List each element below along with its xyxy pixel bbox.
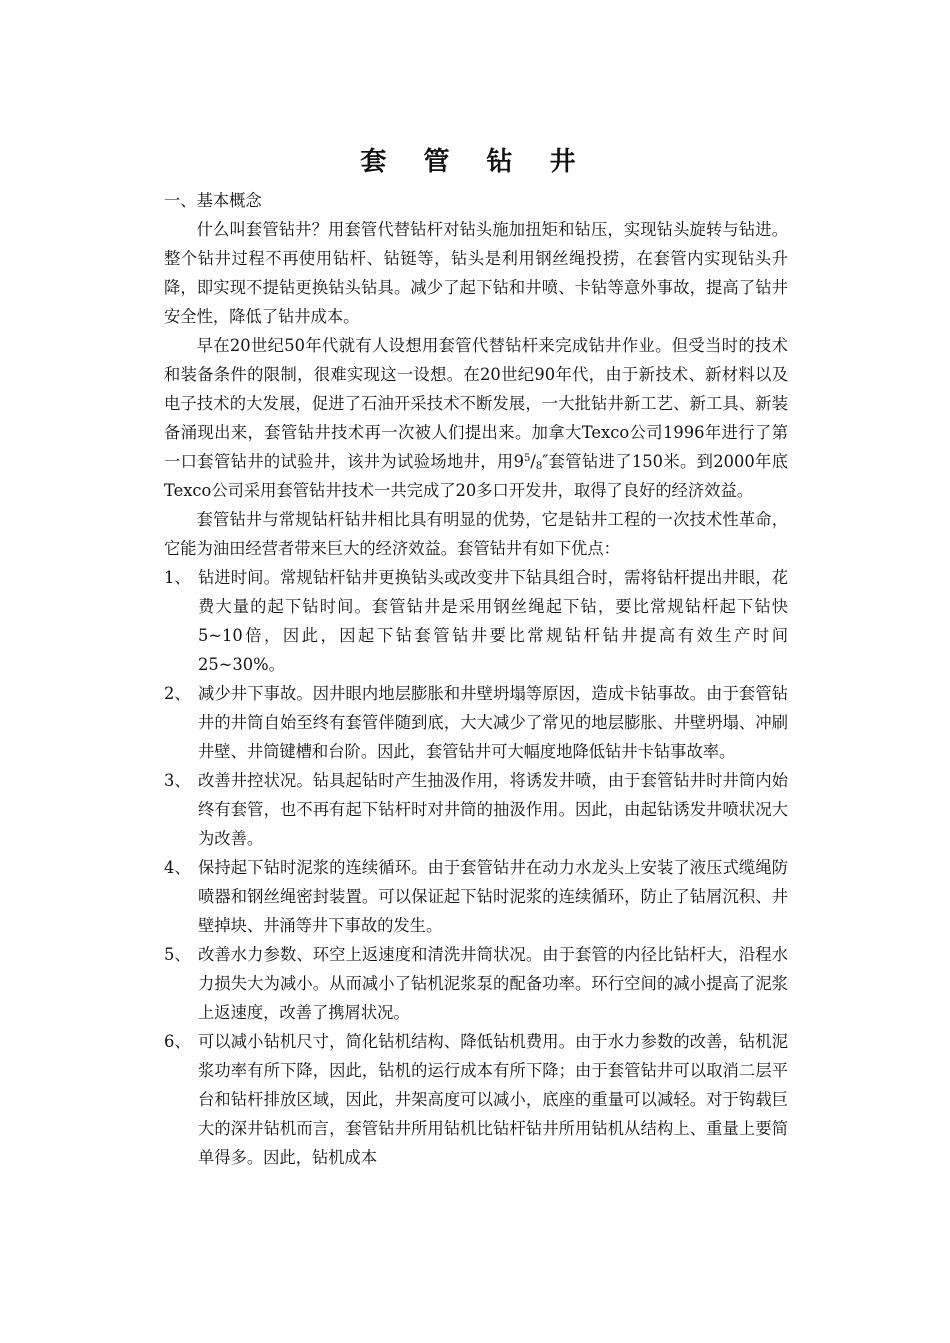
- list-item-text: 改善水力参数、环空上返速度和清洗井筒状况。由于套管的内径比钻杆大，沿程水力损失大为减小。从而减小了钻机泥浆泵的配备功率。环行空间的减小提高了泥浆上返速度，改善了携屑状况。: [198, 945, 788, 1022]
- list-item-text: 改善井控状况。钻具起钻时产生抽汲作用，将诱发井喷，由于套管钻井时井筒内始终有套管，也不再有起下钻杆时对井筒的抽汲作用。因此，由起钻诱发井喷状况大为改善。: [198, 771, 788, 848]
- section-heading: 一、基本概念: [164, 191, 262, 210]
- list-item-number: 5、: [164, 945, 191, 964]
- document-title: 套 管 钻 井: [360, 147, 590, 177]
- document-body: [164, 186, 788, 1172]
- list-item: [164, 940, 788, 1027]
- list-item: [164, 853, 788, 940]
- list-item: [164, 563, 788, 679]
- list-item: [164, 766, 788, 853]
- paragraph-history-tail: 套管钻进了150米。到2000年底Texco公司采用套管钻井技术一共完成了20多口开发井，取得了良好的经济效益。: [164, 452, 788, 500]
- list-item-number: 6、: [164, 1032, 191, 1051]
- advantages-list: [164, 563, 788, 1172]
- list-item-number: 2、: [164, 684, 191, 703]
- list-item-number: 4、: [164, 858, 191, 877]
- list-item-number: 3、: [164, 771, 191, 790]
- casing-size: $9^5/_8''$: [513, 452, 549, 472]
- list-item-number: 1、: [164, 568, 191, 587]
- paragraph-history-text: 早在20世纪50年代就有人设想用套管代替钻杆来完成钻井作业。但受当时的技术和装备条件的限制，很难实现这一设想。在20世纪90年代，由于新技术、新材料以及电子技术的大发展，促进了石油开采技术不断发展，一大批钻井新工艺、新工具、新装备涌现出来，套管钻井技术再一次被人们提出来。加拿大Texco公司1996年进行了第一口套管钻井的试验井，该井为试验场地井，用: [164, 336, 788, 471]
- list-item-text: 保持起下钻时泥浆的连续循环。由于套管钻井在动力水龙头上安装了液压式缆绳防喷器和钢丝绳密封装置。可以保证起下钻时泥浆的连续循环，防止了钻屑沉积、井壁掉块、井涌等井下事故的发生。: [198, 858, 788, 935]
- paragraph-advantages-intro: 套管钻井与常规钻杆钻井相比具有明显的优势，它是钻井工程的一次技术性革命，它能为油田经营者带来巨大的经济效益。套管钻井有如下优点：: [164, 510, 788, 558]
- list-item: [164, 679, 788, 766]
- list-item: [164, 1027, 788, 1172]
- list-item-text: 减少井下事故。因井眼内地层膨胀和井壁坍塌等原因，造成卡钻事故。由于套管钻井的井筒自始至终有套管伴随到底，大大减少了常见的地层膨胀、井壁坍塌、冲刷井壁、井筒键槽和台阶。因此，套管钻井可大幅度地降低钻井卡钻事故率。: [198, 684, 788, 761]
- paragraph-history: [164, 331, 788, 505]
- list-item-text: 钻进时间。常规钻杆钻井更换钻头或改变井下钻具组合时，需将钻杆提出井眼，花费大量的起下钻时间。套管钻井是采用钢丝绳起下钻，要比常规钻杆起下钻快5~10倍，因此，因起下钻套管钻井要比常规钻杆钻井提高有效生产时间25~30%。: [198, 568, 788, 674]
- paragraph-definition: 什么叫套管钻井？用套管代替钻杆对钻头施加扭矩和钻压，实现钻头旋转与钻进。整个钻井过程不再使用钻杆、钻铤等，钻头是利用钢丝绳投捞，在套管内实现钻头升降，即实现不提钻更换钻头钻具。减少了起下钻和井喷、卡钻等意外事故，提高了钻井安全性，降低了钻井成本。: [164, 220, 788, 326]
- list-item-text: 可以减小钻机尺寸，简化钻机结构、降低钻机费用。由于水力参数的改善，钻机泥浆功率有所下降，因此，钻机的运行成本有所下降；由于套管钻井可以取消二层平台和钻杆排放区域，因此，井架高度可以减小，底座的重量可以减轻。对于钩载巨大的深井钻机而言，套管钻井所用钻机比钻杆钻井所用钻机从结构上、重量上要简单得多。因此，钻机成本: [198, 1032, 788, 1167]
